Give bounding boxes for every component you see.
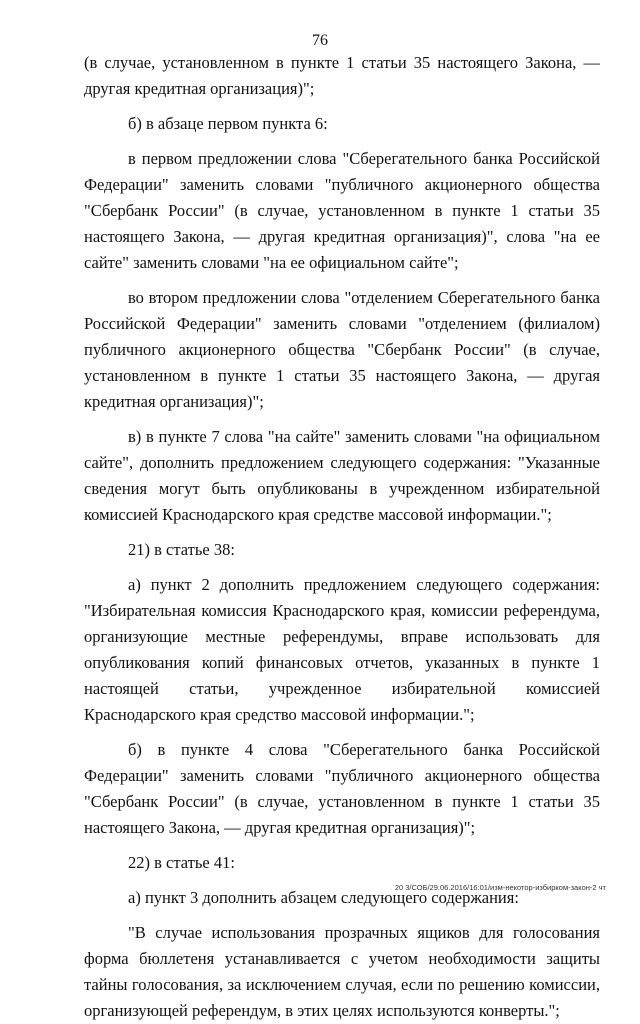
paragraph: во втором предложении слова "отделением Сберегательного банка Российской Федерации" заменить словами "отделением (филиалом) публичного акционерного общества "Сбербанк России" (в случае, установленном в пункте 1 статьи 35 настоящего Закона, — другая кредитная организация)"; [84, 288, 600, 411]
paragraph: в) в пункте 7 слова "на сайте" заменить словами "на официальном сайте", дополнить предложением следующего содержания: "Указанные сведения могут быть опубликованы в учрежденном избирательной комиссией Краснодарского края средстве массовой информации."; [84, 427, 600, 524]
paragraph: 21) в статье 38: [128, 540, 235, 559]
paragraph: а) пункт 3 дополнить абзацем следующего содержания: [128, 888, 519, 907]
paragraph: б) в пункте 4 слова "Сберегательного банка Российской Федерации" заменить словами "публичного акционерного общества "Сбербанк России" (в случае, установленном в пункте 1 статьи 35 настоящего Закона, — другая кредитная организация)"; [84, 740, 600, 837]
document-body [84, 50, 600, 1024]
paragraph: в первом предложении слова "Сберегательного банка Российской Федерации" заменить словами "публичного акционерного общества "Сбербанк России" (в случае, установленном в пункте 1 статьи 35 настоящего Закона, — другая кредитная организация)", слова "на ее сайте" заменить словами "на ее официальном сайте"; [84, 149, 600, 272]
paragraph: а) пункт 2 дополнить предложением следующего содержания: "Избирательная комиссия Краснодарского края, комиссии референдума, организующие местные референдумы, вправе использовать для опубликования копий финансовых отчетов, указанных в пункте 1 настоящей статьи, учрежденное избирательной комиссией Краснодарского края средство массовой информации."; [84, 575, 600, 724]
paragraph: 22) в статье 41: [128, 853, 235, 872]
paragraph: б) в абзаце первом пункта 6: [128, 114, 328, 133]
paragraph: (в случае, установленном в пункте 1 статьи 35 настоящего Закона, — другая кредитная организация)"; [84, 53, 600, 98]
page-number: 76 [312, 32, 328, 49]
paragraph: "В случае использования прозрачных ящиков для голосования форма бюллетеня устанавливается с учетом необходимости защиты тайны голосования, за исключением случая, если по решению комиссии, организующей референдум, в этих целях используются конверты."; [84, 923, 600, 1020]
document-footer: 20 3/СОБ/29.06.2016/16:01/изм-некотор-избирком-закон-2 чт [394, 883, 606, 892]
